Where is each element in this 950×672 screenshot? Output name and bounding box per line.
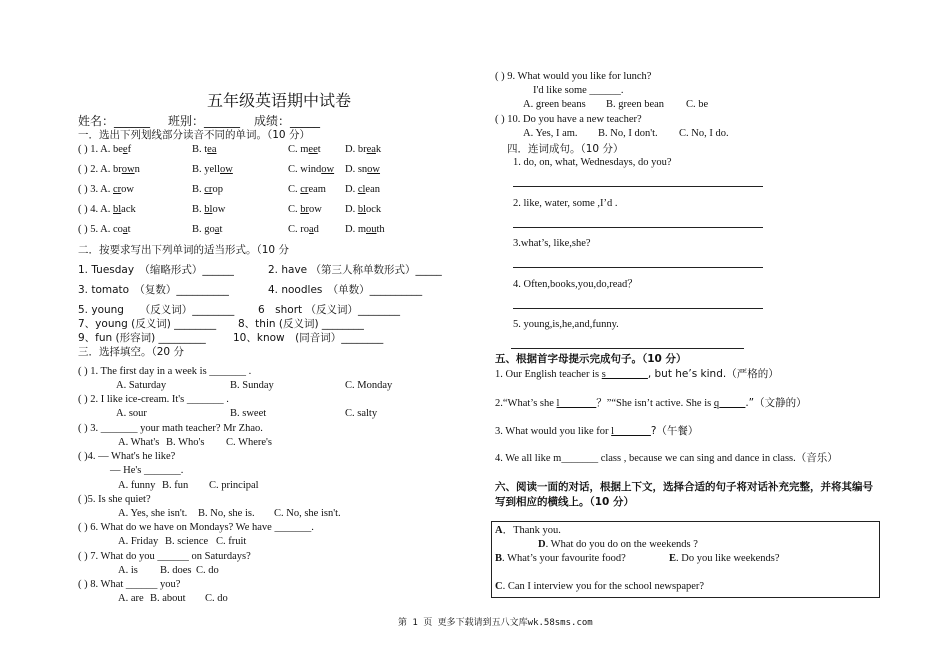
phonics-option	[78, 184, 134, 197]
section6-heading-line2: 写到相应的横线上。（10 分）	[495, 496, 635, 508]
phonics-option	[288, 224, 319, 237]
s5-blank[interactable]: s________	[601, 369, 648, 380]
word-part: f	[127, 144, 132, 155]
underlined-part: a	[214, 224, 220, 235]
question-stem: ( ) 8. What ______ you?	[78, 579, 181, 590]
s5-text: 3. What would you like for	[495, 426, 612, 437]
option-letter: C	[495, 581, 503, 592]
word-part: C.	[288, 184, 301, 195]
underlined-part: ea	[366, 144, 376, 155]
s2-item: 8、thin (反义词) ________	[238, 318, 364, 330]
phonics-option	[192, 204, 225, 217]
word-part: C. wind	[288, 164, 322, 175]
option: B. Who's	[166, 437, 205, 448]
question-stem: ( )5. Is she quiet?	[78, 494, 151, 505]
underlined-part: ou	[366, 224, 377, 235]
class-field[interactable]: 班别：______	[168, 114, 241, 128]
option: C. Where's	[226, 437, 273, 448]
s2-item: 6 short （反义词）________	[258, 304, 401, 316]
word-part: C. m	[288, 144, 309, 155]
option: A. sour	[116, 408, 147, 419]
option: C. Monday	[345, 380, 393, 391]
word-part: ow	[121, 184, 135, 195]
section5-heading: 五、根据首字母提示完成句子。（10 分）	[495, 353, 687, 365]
word-part: ean	[365, 184, 380, 195]
s5-item-2	[495, 397, 807, 411]
word-part: D. br	[345, 144, 367, 155]
s5-text: .”（文静的）	[745, 397, 807, 409]
word-part: th	[376, 224, 385, 235]
option: B. green bean	[606, 99, 665, 110]
answer-line[interactable]	[513, 227, 763, 228]
option-d	[538, 539, 698, 552]
option: B. does	[160, 565, 192, 576]
underlined-part: ee	[308, 144, 318, 155]
question-stem: ( ) 1. The first day in a week is _______ .	[78, 366, 252, 377]
option: C. fruit	[216, 536, 247, 547]
underlined-part: a	[122, 224, 128, 235]
word-part: ow	[212, 204, 226, 215]
option: B. fun	[162, 480, 189, 491]
page-title: 五年级英语期中试卷	[207, 91, 352, 110]
word-part: ( ) 4. A.	[78, 204, 113, 215]
word-part: op	[212, 184, 223, 195]
word-part: d	[313, 224, 319, 235]
s5-text: ?（午餐）	[650, 425, 699, 437]
s2-item: 5. young （反义词）________	[78, 304, 235, 316]
question-stem: ( ) 10. Do you have a new teacher?	[495, 114, 642, 125]
option: B. science	[165, 536, 209, 547]
option-e	[669, 553, 780, 566]
phonics-option	[78, 204, 136, 217]
phonics-option	[345, 144, 381, 157]
s2-item: 7、young (反义词) ________	[78, 318, 217, 330]
underlined-part: cr	[204, 184, 213, 195]
name-field[interactable]: 姓名：______	[78, 114, 151, 128]
option: B. Sunday	[230, 380, 274, 391]
option-text: . Do you like weekends?	[676, 553, 780, 564]
s5-text: , but he’s kind.（严格的）	[647, 368, 779, 380]
section1-heading: 一．选出下列划线部分读音不同的单词。（10 分）	[78, 129, 310, 141]
word-part: D.	[345, 204, 358, 215]
s4-item: 4. Often,books,you,do,read？	[513, 279, 638, 290]
underlined-part: ow	[321, 164, 335, 175]
option-letter: A	[495, 525, 503, 536]
section4-heading: 四．连词成句。（10 分）	[507, 143, 624, 155]
underlined-part: ow	[367, 164, 381, 175]
underlined-part: ow	[220, 164, 233, 175]
option: A. funny	[118, 480, 156, 491]
s5-text: 1. Our English teacher is	[495, 369, 602, 380]
s4-item: 5. young,is,he,and,funny.	[513, 319, 619, 330]
question-stem: ( ) 3. _______ your math teacher? Mr Zhao.	[78, 423, 263, 434]
underlined-part: br	[300, 204, 310, 215]
word-part: ( ) 3. A.	[78, 184, 113, 195]
word-part: B.	[192, 204, 205, 215]
phonics-option	[78, 144, 131, 157]
phonics-option	[78, 164, 140, 177]
s2-item: 4. noodles （单数）__________	[268, 284, 423, 296]
word-part: t	[219, 224, 223, 235]
section2-heading: 二．按要求写出下列单词的适当形式。（10 分	[78, 244, 289, 256]
phonics-option	[288, 164, 334, 177]
underlined-part: cl	[357, 184, 366, 195]
option: A. Yes, I am.	[523, 128, 578, 139]
word-part: ( ) 5. A. co	[78, 224, 123, 235]
word-part: B. go	[192, 224, 215, 235]
phonics-option	[345, 184, 380, 197]
s2-item: 10、know (同音词）________	[233, 332, 384, 344]
phonics-option	[288, 144, 321, 157]
option: A. is	[118, 565, 138, 576]
option-letter: D	[538, 539, 546, 550]
answer-line[interactable]	[513, 308, 763, 309]
word-part: ( ) 1. A. be	[78, 144, 123, 155]
s5-item-3	[495, 425, 698, 439]
option: B. No, I don't.	[598, 128, 658, 139]
phonics-option	[345, 164, 380, 177]
word-part: eam	[308, 184, 326, 195]
option: C. salty	[345, 408, 378, 419]
word-part: t	[127, 224, 131, 235]
word-part: D.	[345, 184, 358, 195]
option-b	[495, 553, 626, 566]
option: A. Yes, she isn't.	[118, 508, 188, 519]
s2-item: 2. have （第三人称单数形式）_____	[268, 264, 442, 276]
word-part: C. ro	[288, 224, 309, 235]
question-stem: ( ) 2. I like ice-cream. It's _______ .	[78, 394, 229, 405]
option: C. No, I do.	[679, 128, 729, 139]
phonics-option	[192, 224, 222, 237]
s2-item: 9、fun (形容词) _________	[78, 332, 206, 344]
option: C. No, she isn't.	[274, 508, 341, 519]
option-a	[495, 525, 561, 538]
phonics-option	[345, 204, 381, 217]
option-letter: E	[669, 553, 677, 564]
option: C. be	[686, 99, 709, 110]
s5-blank[interactable]: l_______	[556, 398, 597, 409]
s5-item-1	[495, 368, 779, 382]
option-letter: B	[495, 553, 503, 564]
s5-blank[interactable]: q_____	[713, 398, 746, 409]
word-part: D. m	[345, 224, 366, 235]
phonics-option	[192, 164, 233, 177]
word-part: C.	[288, 204, 301, 215]
option: A. green beans	[523, 99, 586, 110]
question-stem: ( ) 9. What would you like for lunch?	[495, 71, 652, 82]
word-part: D. sn	[345, 164, 368, 175]
s4-item: 3.what’s, like,she?	[513, 238, 591, 249]
underlined-part: bl	[357, 204, 367, 215]
phonics-option	[288, 204, 322, 217]
section3-heading: 三．选择填空。（20 分	[78, 346, 184, 358]
s5-item-4: 4. We all like m_______ class , because we can sing and dance in class.（音乐）	[495, 453, 838, 464]
underlined-part: a	[309, 224, 314, 235]
phonics-option	[345, 224, 385, 237]
option: B. about	[150, 593, 186, 604]
answer-line[interactable]	[511, 348, 744, 349]
word-part: ock	[366, 204, 382, 215]
s4-item: 1. do, on, what, Wednesdays, do you?	[513, 157, 672, 168]
underlined-part: cr	[113, 184, 122, 195]
option: A. are	[118, 593, 144, 604]
underlined-part: ea	[207, 144, 217, 155]
underlined-part: cr	[300, 184, 309, 195]
phonics-option	[78, 224, 131, 237]
s5-text: 2.“What’s she	[495, 398, 557, 409]
option-c	[495, 581, 704, 594]
answer-line[interactable]	[513, 267, 763, 268]
s4-item: 2. like, water, some ,I’d .	[513, 198, 618, 209]
word-part: ow	[309, 204, 322, 215]
underlined-part: bl	[113, 204, 122, 215]
option-text: ．Thank you.	[502, 525, 561, 536]
option-text: . Can I interview you for the school newspaper?	[502, 581, 705, 592]
option: C. do	[205, 593, 228, 604]
phonics-option	[192, 184, 223, 197]
answer-line[interactable]	[513, 186, 763, 187]
word-part: ack	[121, 204, 136, 215]
question-stem-line2: I'd like some ______.	[533, 85, 624, 96]
question-stem: ( )4. — What's he like?	[78, 451, 176, 462]
page-footer: 第 1 页 更多下载请到五八文库wk.58sms.com	[398, 618, 593, 628]
phonics-option	[192, 144, 217, 157]
s5-blank[interactable]: l_______	[611, 426, 651, 437]
word-part: ( ) 2. A. br	[78, 164, 122, 175]
section6-heading: 六、阅读一面的对话，根据上下文，选择合适的句子将对话补充完整，并将其编号	[495, 481, 873, 493]
word-part: B.	[192, 184, 205, 195]
question-stem-line2: — He's _______.	[110, 465, 184, 476]
word-part: B. t	[192, 144, 208, 155]
option-text: . What do you do on the weekends ?	[545, 539, 698, 550]
underlined-part: bl	[204, 204, 213, 215]
underlined-part: e	[122, 144, 128, 155]
word-part: k	[375, 144, 382, 155]
question-stem: ( ) 7. What do you ______ on Saturdays?	[78, 551, 251, 562]
option: B. sweet	[230, 408, 267, 419]
option: B. No, she is.	[198, 508, 255, 519]
s2-item: 1. Tuesday （缩略形式）______	[78, 264, 234, 276]
s5-text: ？”“She isn’t active. She is	[596, 398, 714, 409]
option: A. Saturday	[116, 380, 167, 391]
phonics-option	[288, 184, 326, 197]
word-part: n	[134, 164, 140, 175]
score-field[interactable]: 成绩：_____	[254, 114, 321, 128]
option: A. What's	[118, 437, 160, 448]
s2-item: 3. tomato （复数）__________	[78, 284, 229, 296]
word-part: B. yell	[192, 164, 220, 175]
option-text: . What’s your favourite food?	[502, 553, 626, 564]
option: C. do	[196, 565, 219, 576]
option: C. principal	[209, 480, 259, 491]
word-part: t	[317, 144, 321, 155]
question-stem: ( ) 6. What do we have on Mondays? We have _______.	[78, 522, 314, 533]
option: A. Friday	[118, 536, 159, 547]
underlined-part: ow	[121, 164, 135, 175]
